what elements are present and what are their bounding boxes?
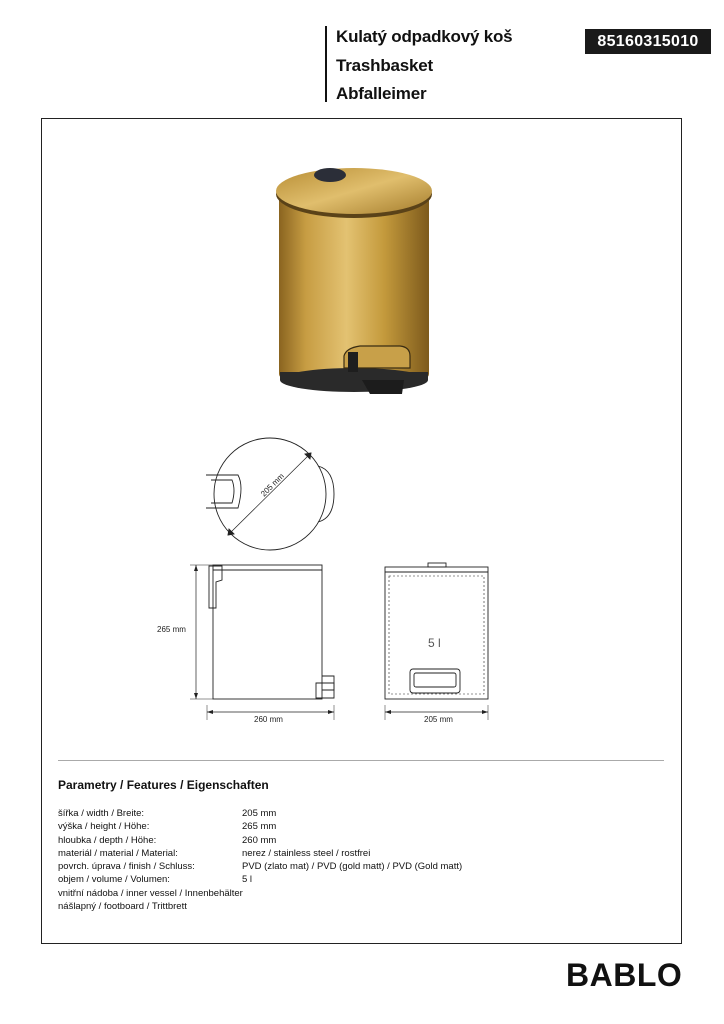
side-view bbox=[190, 565, 334, 720]
spec-label: výška / height / Höhe: bbox=[58, 821, 150, 833]
volume-label: 5 l bbox=[428, 636, 441, 650]
spec-label: hloubka / depth / Höhe: bbox=[58, 834, 157, 846]
height-label: 265 mm bbox=[157, 625, 186, 634]
spec-value: 260 mm bbox=[242, 834, 277, 846]
spec-label: vnitřní nádoba / inner vessel / Innenbehälter bbox=[58, 887, 243, 899]
spec-label: nášlapný / footboard / Trittbrett bbox=[58, 901, 187, 913]
spec-value: PVD (zlato mat) / PVD (gold matt) / PVD (Gold matt) bbox=[242, 861, 463, 873]
top-view bbox=[206, 438, 334, 550]
spec-value: nerez / stainless steel / rostfrei bbox=[242, 847, 371, 859]
specs-title: Parametry / Features / Eigenschaften bbox=[58, 778, 269, 792]
spec-label: šířka / width / Breite: bbox=[58, 808, 145, 819]
spec-value: 205 mm bbox=[242, 808, 277, 819]
spec-label: materiál / material / Material: bbox=[58, 847, 178, 859]
top-diameter-label: 205 mm bbox=[259, 471, 286, 499]
width-label: 205 mm bbox=[424, 715, 453, 724]
title-en: Trashbasket bbox=[336, 56, 434, 75]
section-divider bbox=[58, 760, 664, 761]
spec-value: 265 mm bbox=[242, 821, 277, 833]
lid-handle bbox=[314, 168, 346, 182]
title-cz: Kulatý odpadkový koš bbox=[336, 27, 513, 46]
spec-label: objem / volume / Volumen: bbox=[58, 874, 170, 886]
product-photo bbox=[276, 168, 432, 394]
title-de: Abfalleimer bbox=[336, 84, 427, 103]
brand-logo: BABLO bbox=[566, 957, 683, 993]
spec-value: 5 l bbox=[242, 874, 253, 886]
depth-label: 260 mm bbox=[254, 715, 283, 724]
product-code-badge: 85160315010 bbox=[585, 29, 711, 54]
spec-label: povrch. úprava / finish / Schluss: bbox=[58, 861, 195, 873]
